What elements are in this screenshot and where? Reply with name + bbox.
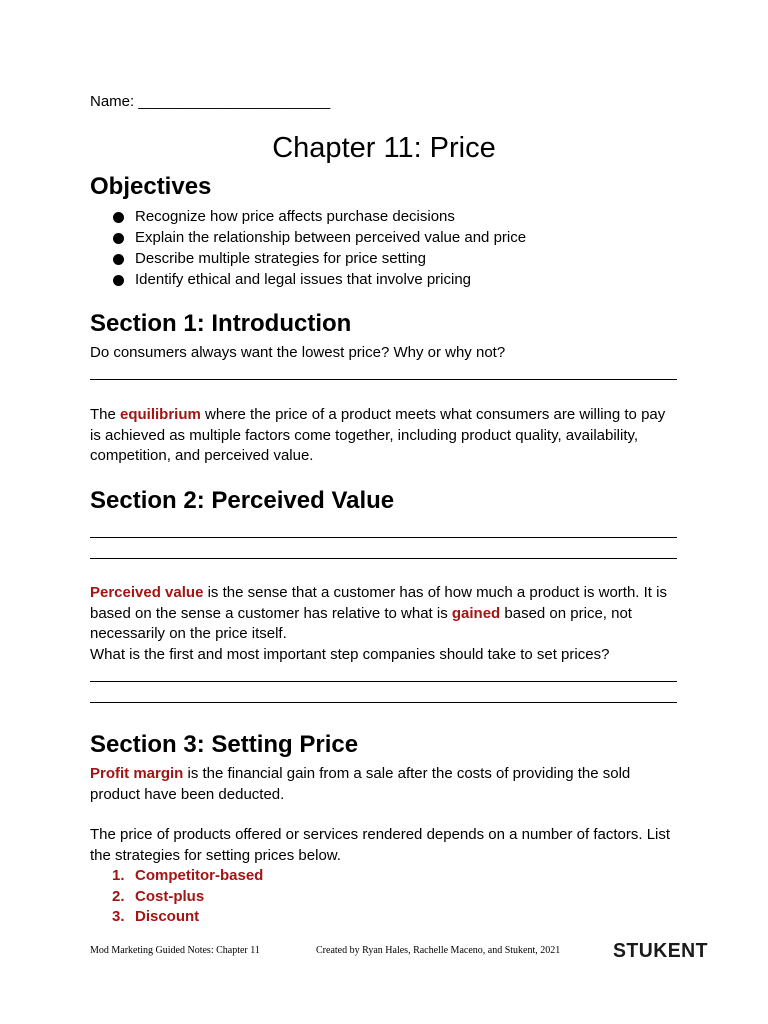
section1-paragraph: The equilibrium where the price of a product meets what consumers are willing to pay is achieved as multiple factors come together, including product quality, availability, competition, and perceived value. bbox=[90, 406, 666, 464]
term-gained: gained bbox=[451, 604, 501, 622]
bullet-icon bbox=[113, 275, 124, 286]
strategies-list bbox=[90, 866, 263, 928]
section2-paragraph: Perceived value is the sense that a customer has of how much a product is worth. It is based on the sense a customer has relative to what is gained based on price, not necessarily on the price itself. bbox=[90, 584, 667, 642]
list-item: Describe multiple strategies for price setting bbox=[90, 248, 526, 269]
footer-left: Mod Marketing Guided Notes: Chapter 11 bbox=[90, 945, 260, 956]
page-title: Chapter 11: Price bbox=[272, 132, 496, 164]
bullet-icon bbox=[113, 212, 124, 223]
answer-line[interactable] bbox=[90, 702, 677, 703]
section3-heading: Section 3: Setting Price bbox=[90, 731, 359, 758]
objectives-list bbox=[90, 206, 526, 290]
term-equilibrium: equilibrium bbox=[120, 406, 201, 423]
footer-credits: Created by Ryan Hales, Rachelle Maceno, and Stukent, 2021 bbox=[316, 945, 561, 956]
section2-heading: Section 2: Perceived Value bbox=[90, 487, 395, 514]
bullet-icon bbox=[113, 233, 124, 244]
objectives-heading: Objectives bbox=[90, 173, 212, 200]
name-field-label: Name: _______________________ bbox=[90, 93, 331, 110]
section1-heading: Section 1: Introduction bbox=[90, 310, 352, 337]
section2-question: What is the first and most important step companies should take to set prices? bbox=[90, 646, 610, 663]
term-perceived-value: Perceived value bbox=[90, 584, 204, 601]
answer-line[interactable] bbox=[90, 537, 677, 538]
bullet-icon bbox=[113, 254, 124, 265]
list-item: 1. Competitor-based bbox=[112, 867, 264, 884]
svg-text:STUKENT: STUKENT bbox=[613, 940, 708, 962]
list-item: Explain the relationship between perceived value and price bbox=[90, 227, 526, 248]
list-item: 3. Discount bbox=[112, 908, 200, 925]
list-item: Identify ethical and legal issues that involve pricing bbox=[90, 269, 526, 290]
answer-line[interactable] bbox=[90, 379, 677, 380]
section1-question: Do consumers always want the lowest price? Why or why not? bbox=[90, 344, 506, 361]
list-item: Recognize how price affects purchase decisions bbox=[90, 206, 526, 227]
section3-paragraph-2: The price of products offered or services rendered depends on a number of factors. List the strategies for setting prices below. bbox=[90, 826, 671, 864]
answer-line[interactable] bbox=[90, 558, 677, 559]
answer-line[interactable] bbox=[90, 681, 677, 682]
list-item: 2. Cost-plus bbox=[112, 887, 205, 905]
stukent-logo bbox=[613, 936, 709, 967]
term-profit-margin: Profit margin bbox=[90, 765, 184, 782]
section3-paragraph: Profit margin is the financial gain from a sale after the costs of providing the sold product have been deducted. bbox=[90, 765, 631, 803]
